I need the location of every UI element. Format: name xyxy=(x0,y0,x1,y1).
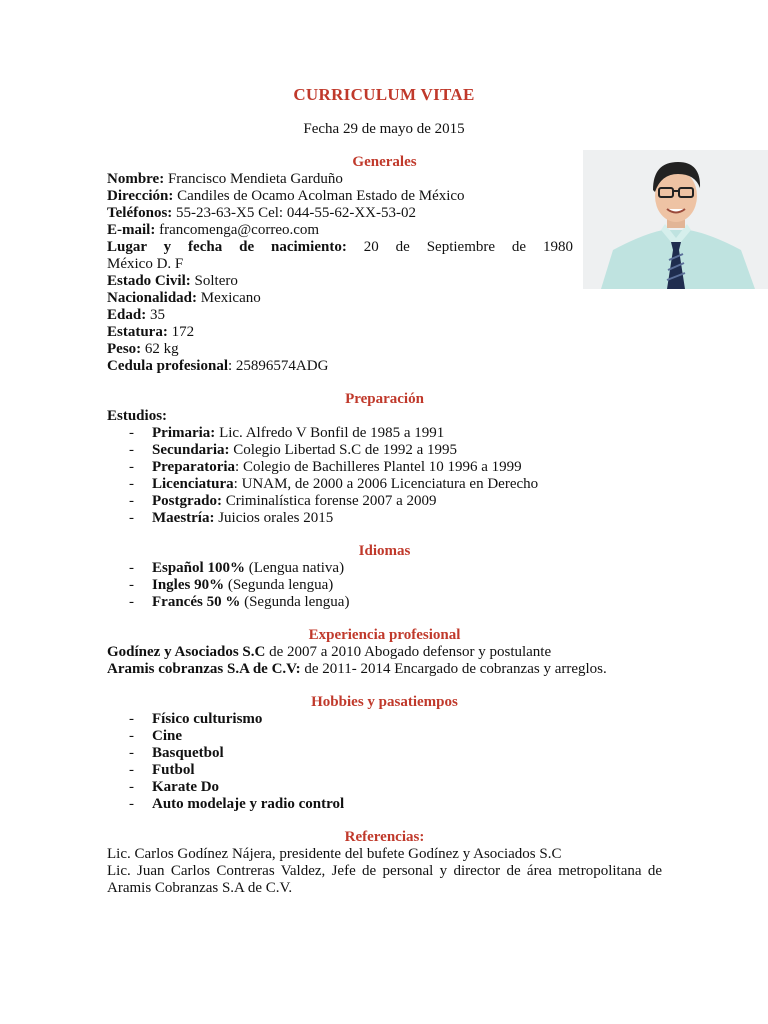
bullet-dash: - xyxy=(129,762,134,778)
list-item xyxy=(107,476,662,493)
item-text: de 2007 a 2010 Abogado defensor y postulante xyxy=(265,644,552,660)
item-label: Cine xyxy=(152,728,182,744)
bullet-dash: - xyxy=(129,459,134,475)
field-estado-civil xyxy=(107,273,573,290)
list-item xyxy=(107,442,662,459)
list-item xyxy=(107,425,662,442)
item-text: (Segunda lengua) xyxy=(224,577,334,593)
spacer xyxy=(107,375,662,391)
field-label: Peso: xyxy=(107,341,142,357)
item-text: : UNAM, de 2000 a 2006 Licenciatura en Derecho xyxy=(233,476,539,492)
document-title: CURRICULUM VITAE xyxy=(293,85,475,104)
item-label: Futbol xyxy=(152,762,195,778)
bullet-dash: - xyxy=(129,577,134,593)
spacer xyxy=(107,611,662,627)
field-value: Soltero xyxy=(190,273,238,289)
experiencia-line-2 xyxy=(107,661,662,678)
bullet-dash: - xyxy=(129,796,134,812)
hobbies-list xyxy=(107,711,662,813)
field-label: Nacionalidad: xyxy=(107,290,198,306)
bullet-dash: - xyxy=(129,425,134,441)
item-text: Criminalística forense 2007 a 2009 xyxy=(222,493,437,509)
field-peso xyxy=(107,341,573,358)
referencia-2: Lic. Juan Carlos Contreras Valdez, Jefe de personal y director de área metropolitana de Aramis Cobranzas S.A de C.V. xyxy=(107,863,662,896)
item-label: Ingles 90% xyxy=(152,577,225,593)
list-item xyxy=(107,728,662,745)
item-label: Karate Do xyxy=(152,779,220,795)
item-label: Maestría: xyxy=(152,510,215,526)
list-item xyxy=(107,459,662,476)
item-text: Colegio Libertad S.C de 1992 a 1995 xyxy=(229,442,457,458)
field-estatura xyxy=(107,324,573,341)
estudios-label: Estudios: xyxy=(107,408,168,424)
bullet-dash: - xyxy=(129,510,134,526)
list-item xyxy=(107,762,662,779)
field-nacimiento xyxy=(107,239,573,256)
field-value: : 25896574ADG xyxy=(228,358,329,374)
list-item xyxy=(107,779,662,796)
list-item xyxy=(107,745,662,762)
field-value: francomenga@correo.com xyxy=(155,222,320,238)
item-text: : Colegio de Bachilleres Plantel 10 1996 a 1999 xyxy=(235,459,522,475)
document-date: Fecha 29 de mayo de 2015 xyxy=(303,121,465,137)
idiomas-list xyxy=(107,560,662,611)
list-item xyxy=(107,493,662,510)
bullet-dash: - xyxy=(129,745,134,761)
field-label: Nombre: xyxy=(107,171,165,187)
list-item xyxy=(107,594,662,611)
list-item xyxy=(107,711,662,728)
field-value: 62 kg xyxy=(141,341,179,357)
item-label: Aramis cobranzas S.A de C.V: xyxy=(107,661,301,677)
list-item xyxy=(107,560,662,577)
referencia-1: Lic. Carlos Godínez Nájera, presidente del bufete Godínez y Asociados S.C xyxy=(107,846,562,862)
item-label: Español 100% xyxy=(152,560,245,576)
section-heading-idiomas: Idiomas xyxy=(358,543,411,559)
field-cedula xyxy=(107,358,573,375)
section-heading-preparacion: Preparación xyxy=(345,391,424,407)
field-nacimiento-cont: México D. F xyxy=(107,256,184,272)
section-heading-experiencia: Experiencia profesional xyxy=(308,627,461,643)
bullet-dash: - xyxy=(129,476,134,492)
spacer xyxy=(107,678,662,694)
list-item xyxy=(107,577,662,594)
section-heading-hobbies: Hobbies y pasatiempos xyxy=(311,694,458,710)
field-label: Estado Civil: xyxy=(107,273,191,289)
cv-content xyxy=(107,154,662,897)
field-value: 35 xyxy=(146,307,165,323)
item-label: Primaria: xyxy=(152,425,216,441)
bullet-dash: - xyxy=(129,493,134,509)
estudios-list xyxy=(107,425,662,527)
item-label: Postgrado: xyxy=(152,493,222,509)
section-heading-referencias: Referencias: xyxy=(344,829,425,845)
field-direccion xyxy=(107,188,573,205)
item-label: Auto modelaje y radio control xyxy=(152,796,345,812)
list-item xyxy=(107,796,662,813)
item-text: (Segunda lengua) xyxy=(240,594,350,610)
field-edad xyxy=(107,307,573,324)
bullet-dash: - xyxy=(129,560,134,576)
item-label: Secundaria: xyxy=(152,442,230,458)
field-label: Lugar y fecha de nacimiento: xyxy=(107,239,347,255)
field-label: Teléfonos: xyxy=(107,205,173,221)
item-label: Francés 50 % xyxy=(152,594,241,610)
item-label: Godínez y Asociados S.C xyxy=(107,644,266,660)
field-value: Mexicano xyxy=(197,290,261,306)
field-value: 55-23-63-X5 Cel: 044-55-62-XX-53-02 xyxy=(172,205,416,221)
generales-section xyxy=(107,171,573,375)
field-label: Cedula profesional xyxy=(107,358,228,374)
field-label: Edad: xyxy=(107,307,147,323)
field-label: Estatura: xyxy=(107,324,168,340)
bullet-dash: - xyxy=(129,442,134,458)
field-value: 20 de Septiembre de 1980 xyxy=(346,239,573,255)
field-value: Candiles de Ocamo Acolman Estado de México xyxy=(173,188,465,204)
field-nombre xyxy=(107,171,573,188)
field-label: E-mail: xyxy=(107,222,156,238)
spacer xyxy=(107,813,662,829)
field-nacionalidad xyxy=(107,290,573,307)
field-telefonos xyxy=(107,205,573,222)
item-label: Licenciatura xyxy=(152,476,234,492)
bullet-dash: - xyxy=(129,594,134,610)
bullet-dash: - xyxy=(129,711,134,727)
field-value: 172 xyxy=(167,324,195,340)
section-heading-generales: Generales xyxy=(352,154,417,170)
item-text: (Lengua nativa) xyxy=(244,560,345,576)
item-label: Físico culturismo xyxy=(152,711,263,727)
bullet-dash: - xyxy=(129,728,134,744)
list-item xyxy=(107,510,662,527)
item-label: Preparatoria xyxy=(152,459,236,475)
bullet-dash: - xyxy=(129,779,134,795)
item-text: de 2011- 2014 Encargado de cobranzas y arreglos. xyxy=(300,661,607,677)
field-email xyxy=(107,222,573,239)
item-text: Juicios orales 2015 xyxy=(214,510,334,526)
item-label: Basquetbol xyxy=(152,745,224,761)
field-label: Dirección: xyxy=(107,188,174,204)
spacer xyxy=(107,527,662,543)
item-text: Lic. Alfredo V Bonfil de 1985 a 1991 xyxy=(215,425,445,441)
field-value: Francisco Mendieta Garduño xyxy=(164,171,343,187)
experiencia-line-1 xyxy=(107,644,662,661)
